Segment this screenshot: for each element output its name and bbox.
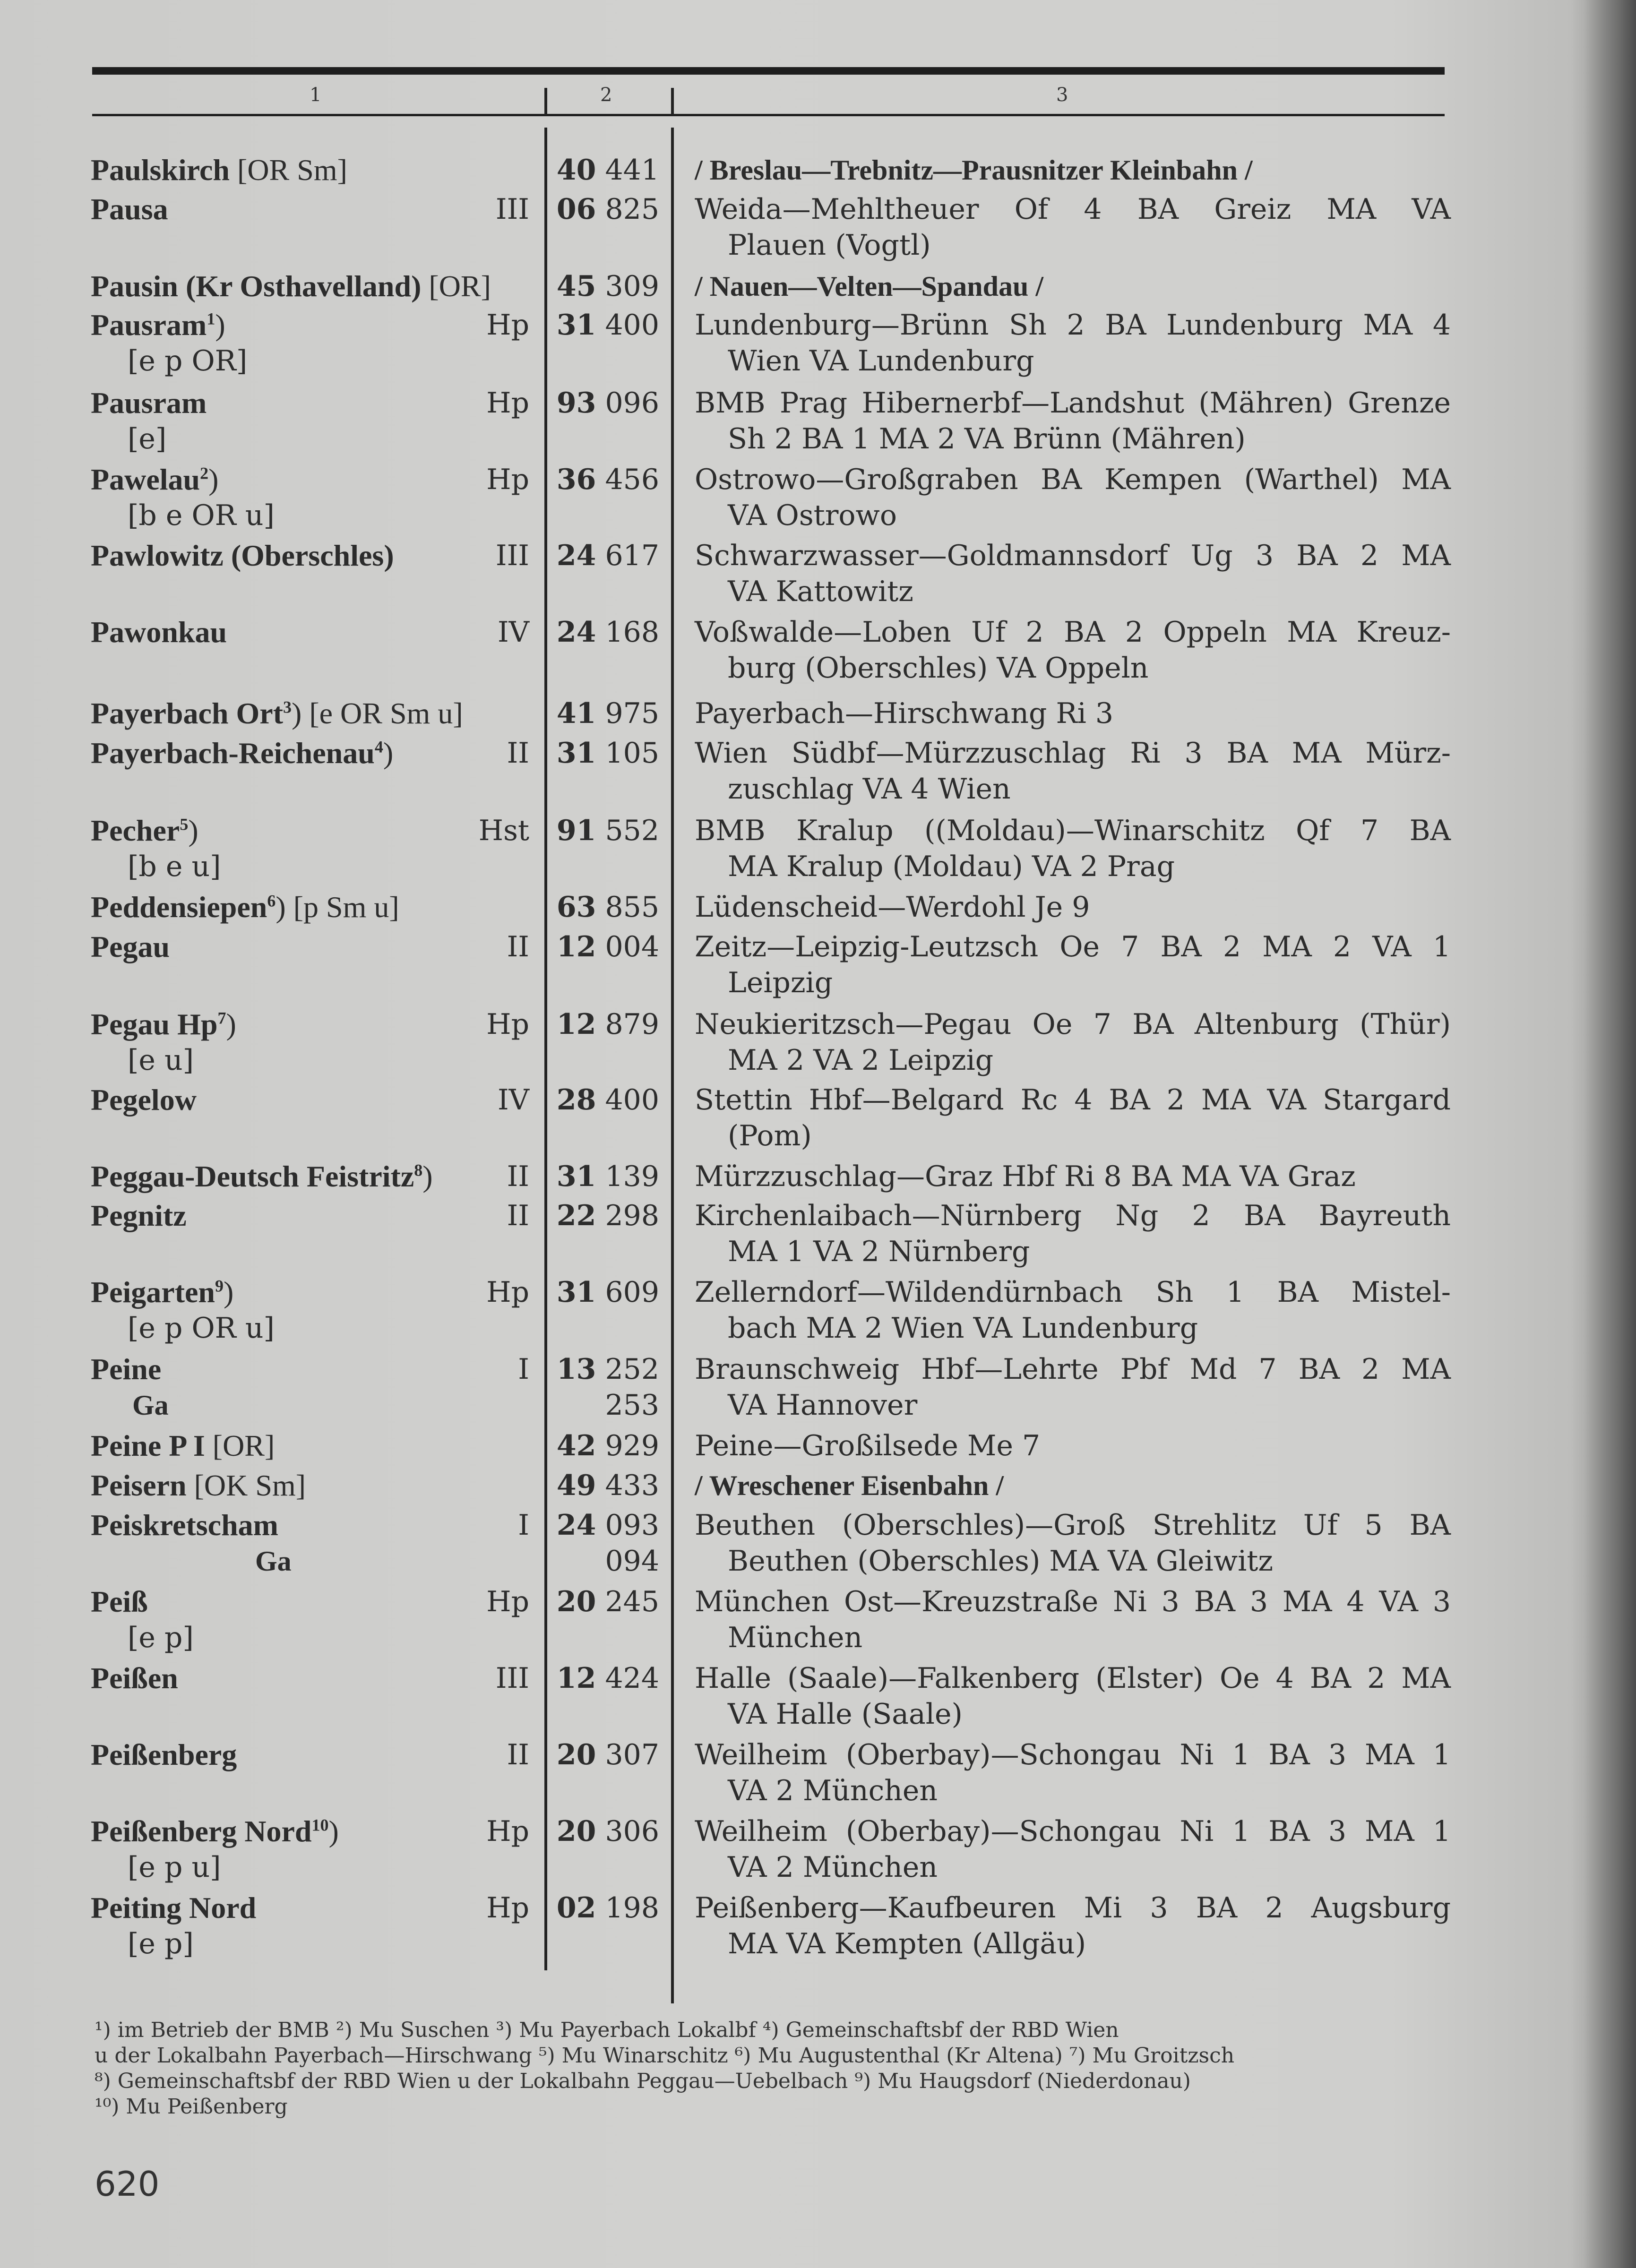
- station-name-text: Pegau Hp: [91, 1007, 218, 1041]
- station-class: IV: [497, 616, 529, 649]
- station-code: [546, 1507, 659, 1543]
- footnote-marker: 6: [267, 891, 276, 911]
- route-line-2: Plauen (Vogtl): [728, 229, 931, 262]
- station-code: [546, 1159, 659, 1194]
- station-name: [91, 462, 218, 498]
- route-line-1: Zellerndorf—Wildendürnbach Sh 1 BA Mistel-: [695, 1276, 1451, 1309]
- station-code-prefix: 13: [556, 1353, 596, 1386]
- station-name: [91, 1351, 161, 1387]
- route-description: [695, 191, 1451, 263]
- station-code-number: 879: [605, 1008, 659, 1041]
- route-line-1: Beuthen (Oberschles)—Groß Strehlitz Uf 5 BA: [695, 1509, 1451, 1542]
- station-name-text: Pawelau: [91, 463, 200, 496]
- station-code-prefix: 31: [556, 1276, 596, 1309]
- route-line-2: (Pom): [728, 1119, 812, 1152]
- route-description: [695, 1082, 1451, 1154]
- route-line-1: / Nauen—Velten—Spandau /: [695, 271, 1043, 302]
- station-code-number: 306: [605, 1815, 659, 1848]
- route-line-1: Peißenberg—Kaufbeuren Mi 3 BA 2 Augsburg: [695, 1891, 1451, 1924]
- column-number-3: 3: [1056, 84, 1068, 106]
- route-line-2: MA Kralup (Moldau) VA 2 Prag: [728, 850, 1175, 883]
- route-line-2: zuschlag VA 4 Wien: [728, 773, 1011, 806]
- station-code: [546, 1584, 659, 1620]
- station-code-number: 093: [605, 1509, 659, 1542]
- station-name: [91, 1890, 256, 1926]
- route-line-2: München: [728, 1621, 863, 1654]
- station-code-number: 617: [605, 539, 659, 572]
- station-code-number: 424: [605, 1662, 659, 1695]
- footnote-line-2: u der Lokalbahn Payerbach—Hirschwang ⁵) Mu Winarschitz ⁶) Mu Augustenthal (Kr Altena) ⁷) Mu Groitzsch: [95, 2044, 1235, 2068]
- route-description: [695, 268, 1451, 304]
- station-attributes-line: [e p]: [128, 1927, 194, 1960]
- station-attributes: [OR Sm]: [230, 153, 347, 187]
- route-line-1: Payerbach—Hirschwang Ri 3: [695, 697, 1114, 730]
- station-attributes: ) [e OR Sm u]: [292, 696, 463, 730]
- route-line-2: VA Kattowitz: [728, 575, 913, 608]
- station-class: I: [518, 1509, 529, 1542]
- station-code-secondary: 253: [605, 1389, 659, 1422]
- station-name: [91, 1428, 275, 1464]
- page-edge-shadow: [1584, 0, 1636, 2268]
- station-code-prefix: 31: [556, 1160, 596, 1193]
- station-code-number: 825: [605, 193, 659, 226]
- station-class: Hst: [478, 814, 529, 847]
- station-name-text: Pausin (Kr Osthavelland): [91, 269, 422, 303]
- route-line-2: VA Ostrowo: [728, 499, 897, 532]
- station-code: [546, 813, 659, 849]
- footnote-marker: 8: [414, 1160, 423, 1180]
- station-class: Hp: [486, 1276, 529, 1309]
- station-name: [91, 735, 393, 771]
- footnote-line-4: ¹⁰) Mu Peißenberg: [95, 2095, 288, 2119]
- station-name: [91, 1468, 306, 1503]
- route-line-1: Neukieritzsch—Pegau Oe 7 BA Altenburg (Thür): [695, 1008, 1451, 1041]
- route-description: [695, 1351, 1451, 1423]
- route-line-2: VA 2 München: [728, 1851, 938, 1884]
- station-code-number: 105: [605, 737, 659, 770]
- route-line-1: Stettin Hbf—Belgard Rc 4 BA 2 MA VA Stargard: [695, 1083, 1451, 1117]
- station-code: [546, 735, 659, 771]
- route-description: [695, 614, 1451, 686]
- footnote-marker: 9: [215, 1276, 224, 1296]
- footnote-marker: 7: [217, 1008, 226, 1028]
- station-class: Hp: [486, 463, 529, 496]
- station-code: [546, 1737, 659, 1773]
- route-description: [695, 813, 1451, 885]
- station-code-prefix: 24: [556, 616, 596, 649]
- station-code-prefix: 12: [556, 1662, 596, 1695]
- station-code-prefix: 12: [556, 1008, 596, 1041]
- station-code-prefix: 24: [556, 539, 596, 572]
- station-class: II: [507, 930, 529, 963]
- station-code-prefix: 93: [556, 387, 596, 420]
- route-description: [695, 1006, 1451, 1078]
- station-code-prefix: 02: [556, 1891, 596, 1924]
- column-number-2: 2: [600, 84, 612, 106]
- route-description: [695, 307, 1451, 379]
- station-code-number: 252: [605, 1353, 659, 1386]
- station-name-text: Pausa: [91, 192, 168, 226]
- column-divider-header-1: [544, 88, 547, 115]
- route-line-1: Weida—Mehltheuer Of 4 BA Greiz MA VA: [695, 193, 1451, 226]
- station-code: [546, 1813, 659, 1849]
- table-header-rule: [92, 114, 1445, 116]
- station-attributes-line: [e p OR]: [128, 344, 248, 378]
- station-code-secondary: 094: [605, 1545, 659, 1578]
- station-name-text: Pegelow: [91, 1083, 197, 1117]
- station-name: [91, 1584, 148, 1620]
- station-attributes: [OR]: [205, 1429, 275, 1462]
- station-code-number: 552: [605, 814, 659, 847]
- station-name-text: Paulskirch: [91, 153, 230, 187]
- route-line-1: / Wreschener Eisenbahn /: [695, 1470, 1004, 1501]
- station-name: [91, 889, 399, 925]
- station-code-number: 096: [605, 387, 659, 420]
- station-name-text: Peddensiepen: [91, 890, 267, 924]
- route-line-1: BMB Prag Hibernerbf—Landshut (Mähren) Grenze: [695, 387, 1451, 420]
- station-name: [91, 385, 207, 421]
- route-description: [695, 1507, 1451, 1579]
- station-name: [91, 1082, 197, 1118]
- station-name-text: Peißenberg Nord: [91, 1814, 312, 1848]
- station-code-number: 307: [605, 1738, 659, 1771]
- route-line-2: MA 2 VA 2 Leipzig: [728, 1044, 994, 1077]
- station-attributes-line: [e]: [128, 422, 167, 455]
- column-divider-2: [671, 128, 674, 2003]
- station-code: [546, 152, 659, 188]
- station-name-text: Pawonkau: [91, 615, 227, 649]
- route-line-2: VA 2 München: [728, 1774, 938, 1807]
- station-code-prefix: 24: [556, 1509, 596, 1542]
- station-attributes: ): [208, 463, 219, 496]
- route-line-2: burg (Oberschles) VA Oppeln: [728, 652, 1149, 685]
- station-name: [91, 929, 170, 965]
- route-description: [695, 152, 1451, 188]
- route-description: [695, 929, 1451, 1001]
- station-code-number: 929: [605, 1429, 659, 1462]
- station-attributes-line: [e u]: [128, 1044, 194, 1077]
- station-code-number: 004: [605, 930, 659, 963]
- station-name-text: Pegnitz: [91, 1199, 187, 1232]
- station-code: [546, 1274, 659, 1310]
- station-code-number: 609: [605, 1276, 659, 1309]
- route-description: [695, 889, 1451, 925]
- station-code: [546, 385, 659, 421]
- station-attributes-line: [b e u]: [128, 850, 221, 883]
- route-description: [695, 696, 1451, 731]
- station-name-text: Pawlowitz (Oberschles): [91, 539, 394, 572]
- station-class: III: [495, 539, 529, 572]
- station-name-text: Pausram: [91, 308, 207, 342]
- station-class: Hp: [486, 309, 529, 342]
- station-name-text: Peine: [91, 1352, 162, 1386]
- station-name: [91, 1006, 236, 1042]
- station-name: [91, 614, 227, 650]
- station-class: II: [507, 1160, 529, 1193]
- route-line-1: Weilheim (Oberbay)—Schongau Ni 1 BA 3 MA 1: [695, 1738, 1451, 1771]
- station-code-number: 245: [605, 1585, 659, 1618]
- station-name: [91, 538, 394, 574]
- station-code-number: 855: [605, 891, 659, 924]
- footnote-marker: 1: [207, 309, 215, 328]
- station-code: [546, 1351, 659, 1387]
- station-code: [546, 268, 659, 304]
- route-line-2: VA Halle (Saale): [728, 1698, 963, 1731]
- station-code-prefix: 20: [556, 1585, 596, 1618]
- route-line-1: München Ost—Kreuzstraße Ni 3 BA 3 MA 4 VA 3: [695, 1585, 1451, 1618]
- route-line-2: MA VA Kempten (Allgäu): [728, 1927, 1086, 1960]
- route-line-1: Kirchenlaibach—Nürnberg Ng 2 BA Bayreuth: [695, 1199, 1451, 1232]
- station-class: Hp: [486, 1008, 529, 1041]
- route-description: [695, 538, 1451, 610]
- station-subentry: Ga: [255, 1546, 292, 1577]
- route-line-1: Zeitz—Leipzig-Leutzsch Oe 7 BA 2 MA 2 VA 1: [695, 930, 1451, 963]
- station-code-prefix: 06: [556, 193, 596, 226]
- route-description: [695, 1274, 1451, 1346]
- station-attributes: ): [383, 736, 394, 770]
- route-description: [695, 1813, 1451, 1885]
- route-line-2: Wien VA Lundenburg: [728, 344, 1034, 378]
- station-attributes: ): [422, 1160, 433, 1193]
- station-code-prefix: 22: [556, 1199, 596, 1232]
- station-name-text: Pecher: [91, 814, 180, 847]
- footnote-line-1: ¹) im Betrieb der BMB ²) Mu Suschen ³) Mu Payerbach Lokalbf ⁴) Gemeinschaftsbf der RBD Wien: [95, 2018, 1119, 2042]
- station-class: Hp: [486, 1891, 529, 1924]
- station-code: [546, 538, 659, 574]
- station-name-text: Peiskretscham: [91, 1508, 278, 1542]
- station-attributes-line: [e p]: [128, 1621, 194, 1654]
- route-line-1: Wien Südbf—Mürzzuschlag Ri 3 BA MA Mürz-: [695, 737, 1451, 770]
- station-name: [91, 152, 347, 188]
- station-code: [546, 1006, 659, 1042]
- station-name-text: Peine P I: [91, 1429, 205, 1462]
- route-line-1: Mürzzuschlag—Graz Hbf Ri 8 BA MA VA Graz: [695, 1160, 1356, 1193]
- station-code: [546, 1428, 659, 1464]
- station-code: [546, 307, 659, 343]
- station-code: [546, 191, 659, 227]
- station-code-number: 400: [605, 309, 659, 342]
- route-line-1: Halle (Saale)—Falkenberg (Elster) Oe 4 BA 2 MA: [695, 1662, 1451, 1695]
- station-code-prefix: 31: [556, 737, 596, 770]
- route-line-2: Beuthen (Oberschles) MA VA Gleiwitz: [728, 1545, 1274, 1578]
- station-name-text: Peigarten: [91, 1275, 215, 1309]
- route-line-2: bach MA 2 Wien VA Lundenburg: [728, 1312, 1198, 1345]
- station-code: [546, 1468, 659, 1503]
- station-class: III: [495, 193, 529, 226]
- footnote-marker: 3: [283, 697, 292, 717]
- station-attributes: ): [224, 1275, 234, 1309]
- route-line-1: Lüdenscheid—Werdohl Je 9: [695, 891, 1090, 924]
- station-name-text: Pausram: [91, 386, 207, 420]
- station-class: III: [495, 1662, 529, 1695]
- station-code: [546, 696, 659, 731]
- station-attributes: ): [226, 1007, 236, 1041]
- station-code-number: 400: [605, 1083, 659, 1117]
- station-name-text: Peißen: [91, 1661, 178, 1695]
- station-class: II: [507, 1738, 529, 1771]
- station-name: [91, 268, 491, 304]
- station-name-text: Peggau-Deutsch Feistritz: [91, 1160, 414, 1193]
- station-code: [546, 614, 659, 650]
- station-code: [546, 889, 659, 925]
- station-class: I: [518, 1353, 529, 1386]
- footnote-line-3: ⁸) Gemeinschaftsbf der RBD Wien u der Lokalbahn Peggau—Uebelbach ⁹) Mu Haugsdorf (Niederdonau): [95, 2069, 1191, 2093]
- route-line-1: Schwarzwasser—Goldmannsdorf Ug 3 BA 2 MA: [695, 539, 1451, 572]
- page-number: 620: [95, 2164, 160, 2204]
- station-code-prefix: 49: [556, 1469, 596, 1502]
- station-name: [91, 1159, 433, 1194]
- station-name: [91, 1737, 237, 1773]
- route-description: [695, 1159, 1451, 1194]
- route-description: [695, 1428, 1451, 1464]
- station-code-number: 139: [605, 1160, 659, 1193]
- station-name-text: Peißenberg: [91, 1738, 237, 1771]
- route-line-1: / Breslau—Trebnitz—Prausnitzer Kleinbahn /: [695, 155, 1253, 186]
- route-line-2: MA 1 VA 2 Nürnberg: [728, 1235, 1030, 1268]
- station-code: [546, 1660, 659, 1696]
- station-code-prefix: 40: [556, 154, 596, 187]
- station-code: [546, 1082, 659, 1118]
- station-code-number: 975: [605, 697, 659, 730]
- station-name: [91, 813, 198, 849]
- station-code-prefix: 31: [556, 309, 596, 342]
- route-line-1: Lundenburg—Brünn Sh 2 BA Lundenburg MA 4: [695, 309, 1451, 342]
- station-attributes-line: [e p OR u]: [128, 1312, 275, 1345]
- station-code-prefix: 36: [556, 463, 596, 496]
- route-line-1: BMB Kralup ((Moldau)—Winarschitz Qf 7 BA: [695, 814, 1451, 847]
- station-name-text: Peiß: [91, 1585, 148, 1618]
- station-code: [546, 462, 659, 498]
- station-code-number: 198: [605, 1891, 659, 1924]
- station-name: [91, 1660, 178, 1696]
- station-code-number: 441: [605, 154, 659, 187]
- station-name: [91, 1198, 187, 1234]
- route-line-1: Voßwalde—Loben Uf 2 BA 2 Oppeln MA Kreuz-: [695, 616, 1451, 649]
- station-code-prefix: 42: [556, 1429, 596, 1462]
- station-code-number: 298: [605, 1199, 659, 1232]
- station-name-text: Peiting Nord: [91, 1891, 257, 1924]
- station-attributes: ): [188, 814, 198, 847]
- station-attributes: ): [328, 1814, 339, 1848]
- footnote-marker: 4: [374, 737, 383, 756]
- station-subentry: Ga: [132, 1390, 169, 1421]
- route-description: [695, 1468, 1451, 1503]
- station-name-text: Payerbach Ort: [91, 696, 283, 730]
- route-description: [695, 462, 1451, 533]
- station-name-text: Peisern: [91, 1469, 187, 1502]
- footnote-marker: 10: [311, 1815, 329, 1835]
- station-name: [91, 1507, 278, 1543]
- station-code-prefix: 20: [556, 1738, 596, 1771]
- station-code-prefix: 91: [556, 814, 596, 847]
- station-code: [546, 929, 659, 965]
- column-divider-header-2: [671, 88, 674, 115]
- route-line-2: VA Hannover: [728, 1389, 918, 1422]
- station-name: [91, 1813, 339, 1849]
- route-line-1: Braunschweig Hbf—Lehrte Pbf Md 7 BA 2 MA: [695, 1353, 1451, 1386]
- station-attributes: ) [p Sm u]: [276, 890, 399, 924]
- station-attributes: [OR]: [421, 269, 491, 303]
- column-number-1: 1: [310, 84, 322, 106]
- station-code: [546, 1198, 659, 1234]
- station-class: IV: [497, 1083, 529, 1117]
- route-line-2: Leipzig: [728, 966, 833, 999]
- route-line-1: Weilheim (Oberbay)—Schongau Ni 1 BA 3 MA 1: [695, 1815, 1451, 1848]
- station-code-number: 433: [605, 1469, 659, 1502]
- station-class: II: [507, 1199, 529, 1232]
- station-attributes-line: [e p u]: [128, 1851, 221, 1884]
- station-name: [91, 1274, 233, 1310]
- station-attributes: ): [215, 308, 225, 342]
- route-description: [695, 1660, 1451, 1732]
- station-code-prefix: 45: [556, 270, 596, 303]
- table-top-rule: [92, 67, 1445, 75]
- station-class: Hp: [486, 387, 529, 420]
- route-description: [695, 735, 1451, 807]
- route-description: [695, 1737, 1451, 1809]
- station-class: II: [507, 737, 529, 770]
- station-code-prefix: 20: [556, 1815, 596, 1848]
- footnote-marker: 2: [200, 464, 209, 483]
- route-description: [695, 1890, 1451, 1962]
- station-class: Hp: [486, 1585, 529, 1618]
- footnotes: [95, 2018, 1455, 2120]
- route-description: [695, 1198, 1451, 1270]
- route-description: [695, 385, 1451, 457]
- footnote-marker: 5: [180, 815, 189, 834]
- station-code: [546, 1890, 659, 1926]
- station-attributes: [OK Sm]: [186, 1469, 306, 1502]
- route-line-2: Sh 2 BA 1 MA 2 VA Brünn (Mähren): [728, 422, 1246, 455]
- station-name-text: Pegau: [91, 930, 170, 963]
- station-code-prefix: 41: [556, 697, 596, 730]
- route-description: [695, 1584, 1451, 1656]
- station-code-prefix: 63: [556, 891, 596, 924]
- station-code-number: 456: [605, 463, 659, 496]
- station-code-number: 168: [605, 616, 659, 649]
- station-name-text: Payerbach-Reichenau: [91, 736, 375, 770]
- station-attributes-line: [b e OR u]: [128, 499, 275, 532]
- station-code-prefix: 28: [556, 1083, 596, 1117]
- route-line-1: Peine—Großilsede Me 7: [695, 1429, 1041, 1462]
- station-class: Hp: [486, 1815, 529, 1848]
- station-name: [91, 191, 168, 227]
- station-name: [91, 307, 225, 343]
- station-name: [91, 696, 463, 731]
- station-code-prefix: 12: [556, 930, 596, 963]
- station-code-number: 309: [605, 270, 659, 303]
- route-line-1: Ostrowo—Großgraben BA Kempen (Warthel) MA: [695, 463, 1451, 496]
